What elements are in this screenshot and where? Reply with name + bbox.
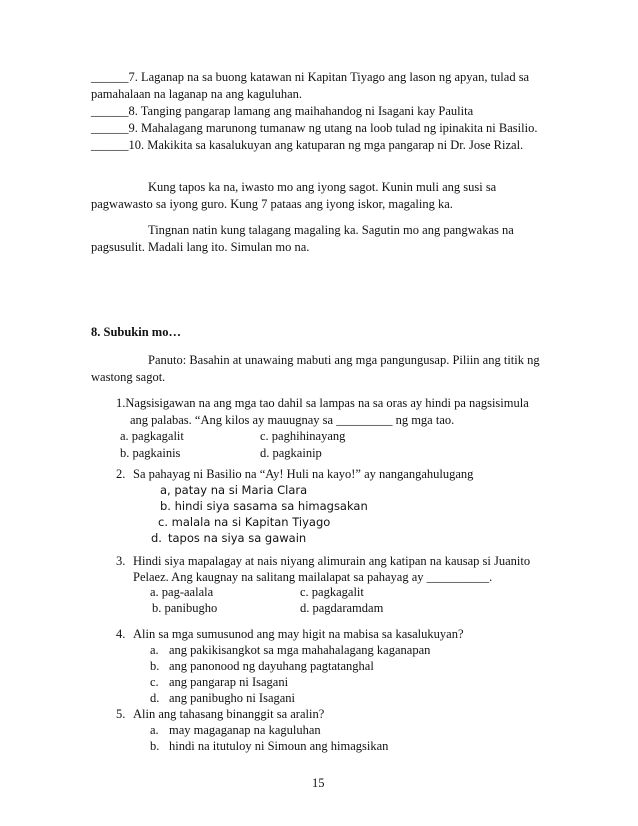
q4-option-a-label: a.: [150, 643, 159, 657]
para1-line-2: pagwawasto sa iyong guro. Kung 7 pataas ang iyong iskor, magaling ka.: [91, 197, 453, 211]
item-7-line-2: pamahalaan na laganap na ang kaguluhan.: [91, 87, 303, 101]
q2-number: 2.: [116, 467, 126, 481]
q2-text: Sa pahayag ni Basilio na “Ay! Huli na kayo!” ay nangangahulugang: [133, 467, 474, 481]
q1-option-d: d. pagkainip: [260, 446, 322, 460]
q5-option-a-text: may magaganap na kaguluhan: [169, 723, 321, 737]
q4-option-b: [150, 658, 374, 675]
q3-line-2: Pelaez. Ang kaugnay na salitang mailalapat sa pahayag ay __________.: [133, 570, 493, 584]
item-10: ______10. Makikita sa kasalukuyan ang katuparan ng mga pangarap ni Dr. Jose Rizal.: [91, 138, 524, 152]
q2-option-d-label: d.: [151, 531, 162, 545]
q4-option-c-text: ang pangarap ni Isagani: [169, 675, 289, 689]
q5-number: 5.: [116, 707, 126, 721]
q4-option-d-text: ang panibugho ni Isagani: [169, 691, 296, 705]
q2-option-d-text: tapos na siya sa gawain: [168, 531, 307, 545]
item-8: ______8. Tanging pangarap lamang ang maihahandog ni Isagani kay Paulita: [91, 104, 474, 118]
q5-option-b-text: hindi na itutuloy ni Simoun ang himagsikan: [169, 739, 389, 753]
q3-option-b: b. panibugho: [152, 601, 218, 615]
q4-option-c: [150, 674, 288, 691]
page-number: 15: [312, 776, 325, 790]
q5-text: Alin ang tahasang binanggit sa aralin?: [133, 707, 325, 721]
q2-option-a: a, patay na si Maria Clara: [160, 483, 308, 497]
q5-option-b: [150, 738, 388, 755]
q4-option-a: [150, 642, 430, 659]
q3-option-c: c. pagkagalit: [300, 585, 364, 599]
item-9: ______9. Mahalagang marunong tumanaw ng utang na loob tulad ng ipinakita ni Basilio.: [91, 121, 538, 135]
q5-option-b-label: b.: [150, 739, 160, 753]
q1-line-2: ang palabas. “Ang kilos ay mauugnay sa _________ ng mga tao.: [130, 413, 455, 427]
q5-option-a-label: a.: [150, 723, 159, 737]
q5-option-a: [150, 722, 321, 739]
q3-option-a: a. pag-aalala: [150, 585, 214, 599]
q4-option-c-label: c.: [150, 675, 159, 689]
q1-option-a: a. pagkagalit: [120, 429, 184, 443]
q3-option-d: d. pagdaramdam: [300, 601, 384, 615]
q1-line-1: 1.Nagsisigawan na ang mga tao dahil sa lampas na sa oras ay hindi pa nagsisimula: [116, 396, 529, 410]
q3-line-1: Hindi siya mapalagay at nais niyang alimurain ang katipan na kausap si Juanito: [133, 554, 531, 568]
q1-option-c: c. paghihinayang: [260, 429, 346, 443]
q2-option-c: c. malala na si Kapitan Tiyago: [158, 515, 331, 529]
q4-number: 4.: [116, 627, 126, 641]
q4-option-a-text: ang pakikisangkot sa mga mahahalagang kaganapan: [169, 643, 431, 657]
directions-line-2: wastong sagot.: [91, 370, 166, 384]
item-7-line-1: ______7. Laganap na sa buong katawan ni Kapitan Tiyago ang lason ng apyan, tulad sa: [91, 70, 530, 84]
q4-option-d: [150, 690, 295, 707]
q4-text: Alin sa mga sumusunod ang may higit na mabisa sa kasalukuyan?: [133, 627, 464, 641]
q2-option-b: b. hindi siya sasama sa himagsakan: [160, 499, 368, 513]
q4-option-d-label: d.: [150, 691, 160, 705]
para2-line-2: pagsusulit. Madali lang ito. Simulan mo na.: [91, 240, 310, 254]
q2-option-d: [151, 530, 306, 547]
q4-option-b-label: b.: [150, 659, 160, 673]
q1-option-b: b. pagkainis: [120, 446, 181, 460]
section-title: 8. Subukin mo…: [91, 325, 181, 339]
q3-number: 3.: [116, 554, 126, 568]
directions-line-1: Panuto: Basahin at unawaing mabuti ang mga pangungusap. Piliin ang titik ng: [148, 353, 540, 367]
para2-line-1: Tingnan natin kung talagang magaling ka. Sagutin mo ang pangwakas na: [148, 223, 514, 237]
para1-line-1: Kung tapos ka na, iwasto mo ang iyong sagot. Kunin muli ang susi sa: [148, 180, 497, 194]
q4-option-b-text: ang panonood ng dayuhang pagtatanghal: [169, 659, 374, 673]
